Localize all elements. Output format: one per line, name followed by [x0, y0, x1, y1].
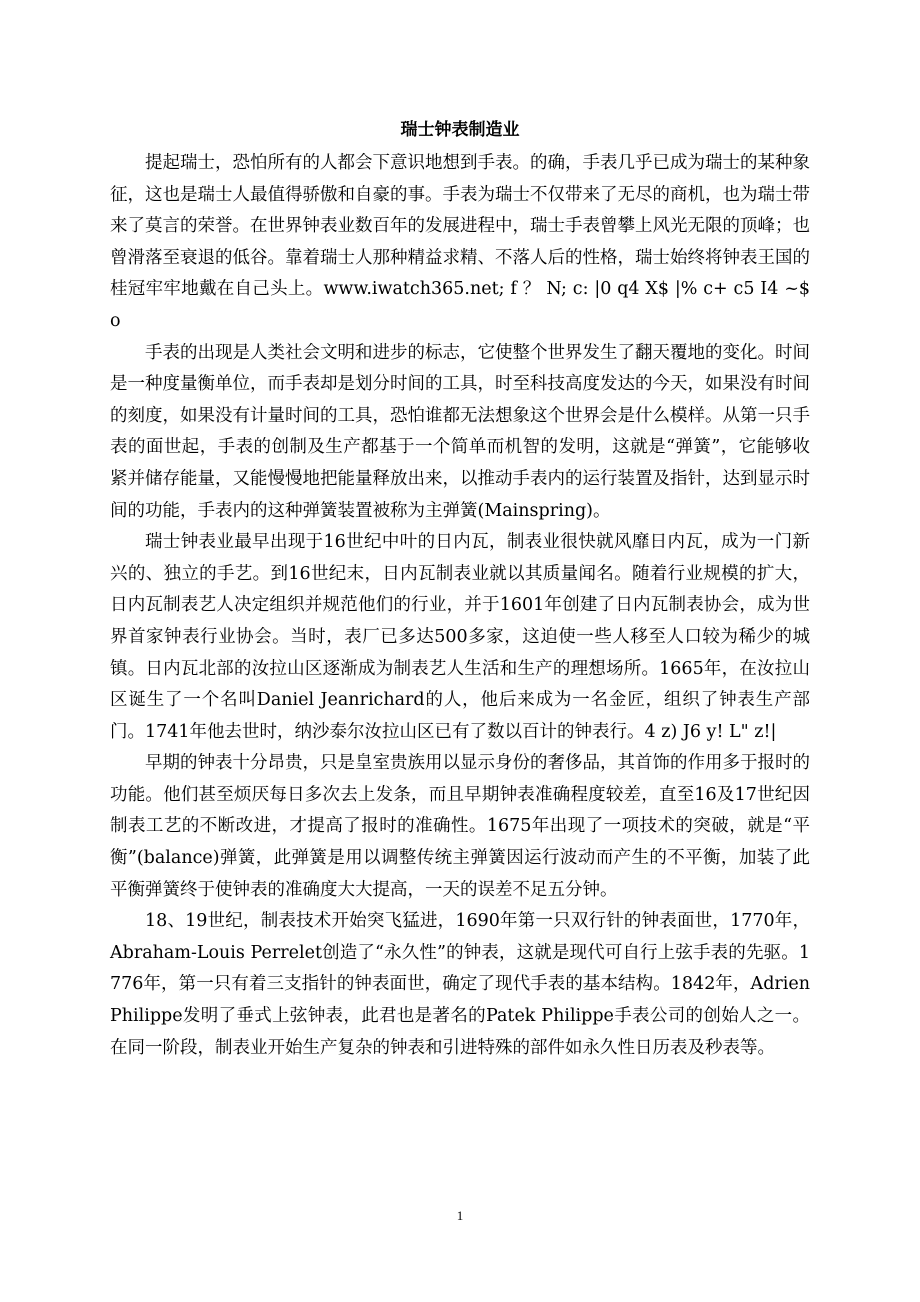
- document-body: [110, 148, 810, 1064]
- document-title: 瑞士钟表制造业: [400, 120, 520, 140]
- paragraph-mainspring: 手表的出现是人类社会文明和进步的标志，它使整个世界发生了翻天覆地的变化。时间是一种度量衡单位，而手表却是划分时间的工具，时至科技高度发达的今天，如果没有时间的刻度，如果没有计量时间的工具，恐怕谁都无法想象这个世界会是什么模样。从第一只手表的面世起，手表的创制及生产都基于一个简单而机智的发明，这就是“弹簧”，它能够收紧并储存能量，又能慢慢地把能量释放出来，以推动手表内的运行装置及指针，达到显示时间的功能，手表内的这种弹簧装置被称为主弹簧(Mainspring)。: [110, 342, 810, 521]
- paragraph-early-clocks: 早期的钟表十分昂贵，只是皇室贵族用以显示身份的奢侈品，其首饰的作用多于报时的功能。他们甚至烦厌每日多次去上发条，而且早期钟表准确程度较差，直至16及17世纪因制表工艺的不断改进，才提高了报时的准确性。1675年出现了一项技术的突破，就是“平衡”(balance)弹簧，此弹簧是用以调整传统主弹簧因运行波动而产生的不平衡，加装了此平衡弹簧终于使钟表的准确度大大提高，一天的误差不足五分钟。: [110, 753, 810, 900]
- paragraph-geneva-history: 瑞士钟表业最早出现于16世纪中叶的日内瓦，制表业很快就风靡日内瓦，成为一门新兴的、独立的手艺。到16世纪末，日内瓦制表业就以其质量闻名。随着行业规模的扩大，日内瓦制表艺人决定组织并规范他们的行业，并于1601年创建了日内瓦制表协会，成为世界首家钟表行业协会。当时，表厂已多达500多家，这迫使一些人移至人口较为稀少的城镇。日内瓦北部的汝拉山区逐渐成为制表艺人生活和生产的理想场所。1665年，在汝拉山区诞生了一个名叫Daniel Jeanrichard的人，他后来成为一名金匠，组织了钟表生产部门。1741年他去世时，纳沙泰尔汝拉山区已有了数以百计的钟表行。4 z) J6 y! L" z!|: [110, 532, 810, 742]
- paragraph-intro: 提起瑞士，恐怕所有的人都会下意识地想到手表。的确，手表几乎已成为瑞士的某种象征，这也是瑞士人最值得骄傲和自豪的事。手表为瑞士不仅带来了无尽的商机，也为瑞士带来了莫言的荣誉。在世界钟表业数百年的发展进程中，瑞士手表曾攀上风光无限的顶峰；也曾滑落至衰退的低谷。靠着瑞士人那种精益求精、不落人后的性格，瑞士始终将钟表王国的桂冠牢牢地戴在自己头上。www.iwatch365.net; f ？ N; c: |0 q4 X$ |% c+ c5 I4 ~$ o: [110, 153, 810, 331]
- page-number: 1: [456, 1208, 464, 1223]
- paragraph-18-19-century: 18、19世纪，制表技术开始突飞猛进，1690年第一只双行针的钟表面世，1770年，Abraham-Louis Perrelet创造了“永久性”的钟表，这就是现代可自行上弦手表的先驱。1776年，第一只有着三支指针的钟表面世，确定了现代手表的基本结构。1842年，Adrien Philippe发明了垂式上弦钟表，此君也是著名的Patek Philippe手表公司的创始人之一。在同一阶段，制表业开始生产复杂的钟表和引进特殊的部件如永久性日历表及秒表等。: [110, 911, 810, 1058]
